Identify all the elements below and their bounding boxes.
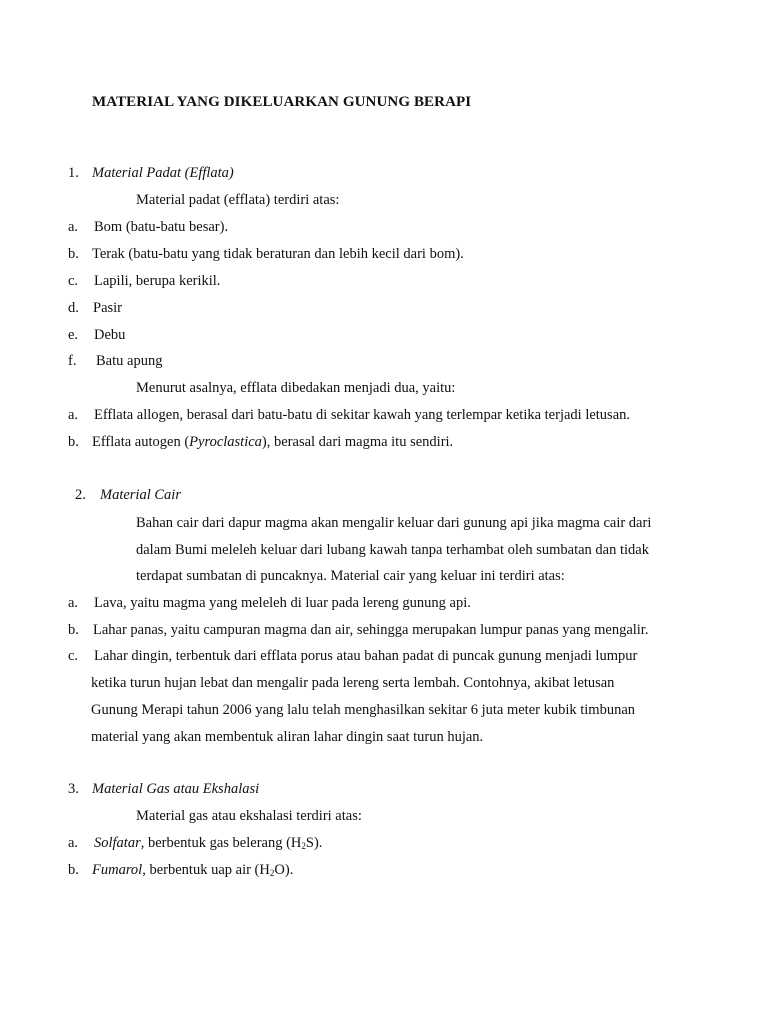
section-intro-line: Bahan cair dari dapur magma akan mengalir keluar dari gunung api jika magma cair dari	[136, 515, 652, 531]
text-run: O).	[274, 862, 294, 878]
italic-term: Solfatar	[94, 835, 141, 851]
document-title: MATERIAL YANG DIKELUARKAN GUNUNG BERAPI	[92, 94, 472, 110]
list-marker: a.	[68, 595, 79, 611]
section-heading: Material Gas atau Ekshalasi	[92, 781, 260, 797]
list-item-text: Batu apung	[96, 353, 163, 369]
list-item-text: Terak (batu-batu yang tidak beraturan dan lebih kecil dari bom).	[92, 246, 464, 262]
list-item-text: material yang akan membentuk aliran lahar dingin saat turun hujan.	[91, 729, 484, 745]
section-heading: Material Padat (Efflata)	[92, 165, 234, 181]
section-intro: Menurut asalnya, efflata dibedakan menjadi dua, yaitu:	[136, 380, 456, 396]
section-intro: Material gas atau ekshalasi terdiri atas:	[136, 808, 362, 824]
list-item-text: Lahar dingin, terbentuk dari efflata porus atau bahan padat di puncak gunung menjadi lumpur	[94, 648, 638, 664]
list-item-text	[92, 861, 293, 879]
list-marker: b.	[68, 622, 79, 638]
list-item-text: Gunung Merapi tahun 2006 yang lalu telah menghasilkan sekitar 6 juta meter kubik timbunan	[91, 702, 636, 718]
section-number: 2.	[75, 487, 86, 503]
section-intro-line: terdapat sumbatan di puncaknya. Material cair yang keluar ini terdiri atas:	[136, 568, 565, 584]
text-run: , berbentuk uap air (H	[142, 862, 270, 878]
list-item-text: Lava, yaitu magma yang meleleh di luar pada lereng gunung api.	[94, 595, 471, 611]
text-run: , berbentuk gas belerang (H	[140, 835, 302, 851]
list-marker: a.	[68, 219, 79, 235]
list-item-text	[92, 433, 453, 451]
list-item-text: Efflata allogen, berasal dari batu-batu di sekitar kawah yang terlempar ketika terjadi letusan.	[94, 407, 631, 423]
list-marker: c.	[68, 273, 79, 289]
section-heading: Material Cair	[100, 487, 181, 503]
section-intro: Material padat (efflata) terdiri atas:	[136, 192, 340, 208]
section-number: 1.	[68, 165, 79, 181]
list-item-text	[94, 834, 322, 852]
list-marker: a.	[68, 407, 79, 423]
list-item-text: ketika turun hujan lebat dan mengalir pada lereng serta lembah. Contohnya, akibat letusan	[91, 675, 615, 691]
text-run: ), berasal dari magma itu sendiri.	[261, 434, 454, 450]
list-marker: e.	[68, 327, 79, 343]
subscript: 2	[269, 868, 275, 878]
text-run: S).	[305, 835, 323, 851]
italic-term: Fumarol	[92, 862, 143, 878]
list-item-text: Lapili, berupa kerikil.	[94, 273, 221, 289]
list-item-text: Lahar panas, yaitu campuran magma dan air, sehingga merupakan lumpur panas yang mengalir.	[93, 622, 649, 638]
section-intro-line: dalam Bumi meleleh keluar dari lubang kawah tanpa terhambat oleh sumbatan dan tidak	[136, 542, 649, 558]
list-marker: c.	[68, 648, 79, 664]
text-run: Efflata autogen (	[92, 434, 190, 450]
list-marker: b.	[68, 862, 79, 878]
section-number: 3.	[68, 781, 79, 797]
list-item-text: Pasir	[93, 300, 122, 316]
list-item-text: Debu	[94, 327, 126, 343]
subscript: 2	[301, 841, 306, 851]
list-marker: a.	[68, 835, 79, 851]
list-marker: b.	[68, 246, 79, 262]
list-marker: f.	[68, 353, 77, 369]
list-marker: d.	[68, 300, 79, 316]
list-item-text: Bom (batu-batu besar).	[94, 219, 229, 235]
list-marker: b.	[68, 434, 79, 450]
italic-term: Pyroclastica	[189, 434, 262, 450]
